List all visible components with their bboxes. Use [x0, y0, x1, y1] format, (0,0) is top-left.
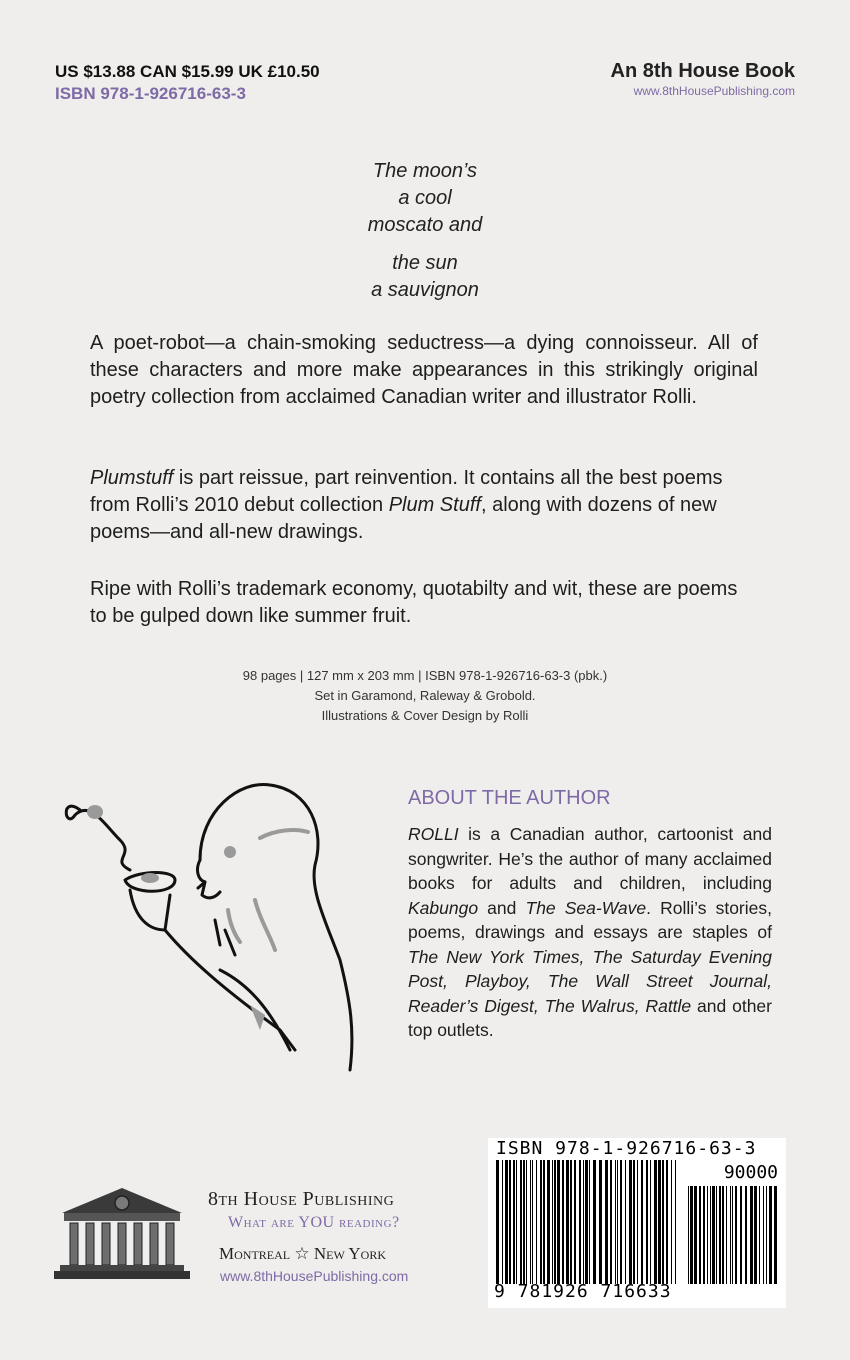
barcode-bar [712, 1186, 715, 1284]
barcode-bar [505, 1160, 508, 1284]
barcode-bar [605, 1160, 608, 1284]
isbn-barcode [488, 1138, 786, 1308]
barcode-bar [633, 1160, 635, 1284]
barcode-bar [552, 1160, 553, 1284]
barcode-bar [526, 1160, 527, 1284]
specs-line: Illustrations & Cover Design by Rolli [321, 708, 529, 723]
barcode-bar [583, 1160, 584, 1284]
barcode-bar [532, 1160, 533, 1284]
barcode-bar [658, 1160, 661, 1284]
barcode-bar [530, 1160, 531, 1284]
book-specs [0, 666, 850, 726]
barcode-bar [566, 1160, 569, 1284]
barcode-bar [536, 1160, 537, 1284]
barcode-bar [617, 1160, 618, 1284]
book-title: The Sea-Wave [525, 897, 647, 918]
barcode-bar [763, 1186, 764, 1284]
barcode-bar [719, 1186, 721, 1284]
barcode-bar [589, 1160, 590, 1284]
barcode-bar [610, 1160, 612, 1284]
poem-line: The moon’s [372, 160, 478, 182]
temple-logo-icon [52, 1183, 192, 1283]
barcode-bar [585, 1160, 588, 1284]
about-heading: ABOUT THE AUTHOR [408, 787, 611, 809]
barcode-bar [690, 1186, 693, 1284]
barcode-bar [699, 1186, 701, 1284]
barcode-bar [675, 1160, 676, 1284]
poem-line: a sauvignon [371, 279, 479, 301]
poem-line: moscato and [367, 214, 483, 236]
barcode-bar [722, 1186, 724, 1284]
blurb-paragraph-3: Ripe with Rolli’s trademark economy, quotabilty and wit, these are poems to be gulped down like summer fruit. [90, 578, 738, 627]
publisher-line: An 8th House Book [610, 60, 795, 82]
publisher-name: 8th House Publishing [208, 1188, 395, 1210]
publisher-cities: Montreal ☆ New York [219, 1244, 387, 1263]
poem-stanza-2 [0, 250, 850, 304]
book-title: Kabungo [408, 897, 479, 918]
barcode-bar [754, 1186, 757, 1284]
barcode-bar [562, 1160, 564, 1284]
barcode-bar [625, 1160, 626, 1284]
barcode-bar [502, 1160, 503, 1284]
barcode-bar [766, 1186, 767, 1284]
publisher-url: www.8thHousePublishing.com [220, 1268, 409, 1284]
poem-line: a cool [398, 187, 452, 209]
barcode-bar [716, 1186, 717, 1284]
barcode-bar [629, 1160, 632, 1284]
barcode-bar [557, 1160, 560, 1284]
barcode-bar [650, 1160, 651, 1284]
barcode-bar [646, 1160, 648, 1284]
barcode-bar [662, 1160, 664, 1284]
specs-line: Set in Garamond, Raleway & Grobold. [314, 688, 536, 703]
barcode-bar [688, 1186, 689, 1284]
book-title: Plumstuff [90, 467, 174, 489]
barcode-bar [671, 1160, 672, 1284]
specs-line: 98 pages | 127 mm x 203 mm | ISBN 978-1-926716-63-3 (pbk.) [242, 668, 608, 683]
barcode-bar [496, 1160, 499, 1284]
barcode-bar [599, 1160, 602, 1284]
barcode-bar [703, 1186, 705, 1284]
barcode-bar [769, 1186, 772, 1284]
book-title: Plum Stuff [388, 494, 481, 516]
author-illustration [50, 770, 390, 1090]
barcode-bar [516, 1160, 517, 1284]
barcode-bar [710, 1186, 711, 1284]
blurb-paragraph-2 [90, 465, 758, 546]
about-text [408, 822, 772, 1043]
blurb-paragraph-1: A poet-robot—a chain-smoking seductress—a dying connoisseur. All of these characters and more make appearances in this strikingly original poetry collection from acclaimed Canadian writer and illustrator Rolli. [90, 332, 758, 408]
barcode-bar [730, 1186, 731, 1284]
barcode-bar [615, 1160, 616, 1284]
about-text-part: . Rolli’s stories, poems, drawings and essays are staples of [408, 897, 772, 942]
blurb-text: is part reissue, part reinvention. It contains all the best poems from Rolli’s 2010 debut collection [90, 467, 723, 516]
barcode-bar [740, 1186, 742, 1284]
barcode-bar [579, 1160, 581, 1284]
barcode-bar [745, 1186, 747, 1284]
barcode-bar [694, 1186, 697, 1284]
barcode-bar [666, 1160, 668, 1284]
barcode-bar [547, 1160, 550, 1284]
barcode-bar [750, 1186, 753, 1284]
about-text-part: is a Canadian author, cartoonist and songwriter. He’s the author of many acclaimed books for adults and children, including [408, 824, 772, 893]
barcode-bar [574, 1160, 576, 1284]
about-text-part: and other top outlets. [408, 995, 772, 1040]
barcode-bar [570, 1160, 572, 1284]
barcode-bar [620, 1160, 622, 1284]
outlets-list: The New York Times, The Saturday Evening Post, Playboy, The Wall Street Journal, Reader’s Digest, The Walrus, Rattle [408, 946, 772, 1016]
barcode-bar [759, 1186, 760, 1284]
price-line: US $13.88 CAN $15.99 UK £10.50 [55, 62, 320, 81]
barcode-bar [520, 1160, 522, 1284]
isbn-top: ISBN 978-1-926716-63-3 [55, 84, 246, 103]
about-text-part: and [478, 897, 526, 918]
barcode-bar [540, 1160, 542, 1284]
barcode-bar [774, 1186, 777, 1284]
blurb-text: , along with dozens of new poems—and all-new drawings. [90, 494, 717, 543]
barcode-bar [543, 1160, 545, 1284]
barcode-digits: 9 781926 716633 [494, 1281, 672, 1302]
barcode-bar [654, 1160, 657, 1284]
barcode-isbn-text: ISBN 978-1-926716-63-3 [496, 1138, 757, 1159]
barcode-bars [496, 1160, 678, 1284]
barcode-bar [641, 1160, 643, 1284]
barcode-bar [735, 1186, 737, 1284]
barcode-bar [732, 1186, 733, 1284]
publisher-url-top: www.8thHousePublishing.com [633, 84, 795, 98]
publisher-tagline: What are YOU reading? [228, 1214, 400, 1231]
barcode-price-code: 90000 [723, 1162, 778, 1183]
poem-stanza-1 [0, 158, 850, 239]
barcode-bar [513, 1160, 515, 1284]
barcode-bar [707, 1186, 708, 1284]
author-name: ROLLI [408, 824, 459, 844]
barcode-bar [637, 1160, 638, 1284]
barcode-bar [523, 1160, 525, 1284]
barcode-bar [593, 1160, 596, 1284]
barcode-bar [509, 1160, 511, 1284]
barcode-addon-bars [688, 1186, 778, 1284]
barcode-bar [554, 1160, 556, 1284]
poem-line: the sun [392, 252, 458, 274]
barcode-bar [726, 1186, 727, 1284]
